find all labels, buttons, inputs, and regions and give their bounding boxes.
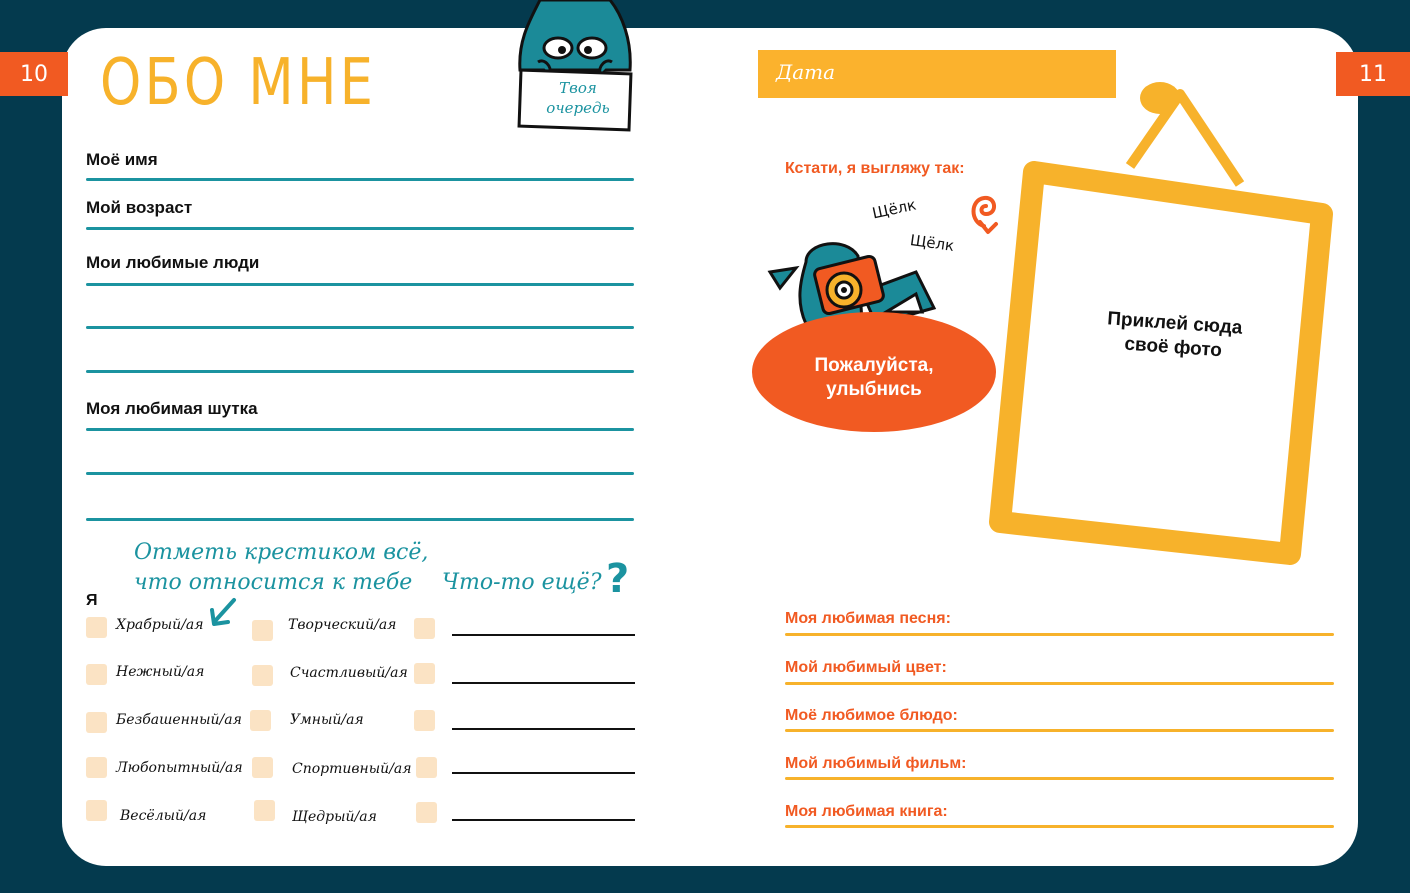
write-line[interactable] (86, 472, 634, 475)
frame-line-1: Приклей сюда (1106, 308, 1244, 339)
something-else-label: Что-то ещё? (442, 570, 602, 595)
trait-label: Весёлый/ая (120, 808, 207, 824)
down-arrow-icon (208, 598, 238, 628)
write-line[interactable] (86, 283, 634, 286)
field-label-favorite-joke: Моя любимая шутка (86, 399, 258, 418)
favorite-book-line[interactable] (785, 825, 1334, 828)
trait-label: Безбашенный/ая (116, 712, 242, 728)
custom-trait-line[interactable] (452, 682, 635, 684)
date-label: Дата (776, 60, 836, 84)
checkbox-gentle[interactable] (86, 664, 107, 685)
checkbox-smart[interactable] (250, 710, 271, 731)
checkbox-cheerful[interactable] (86, 800, 107, 821)
page-number-right: 11 (1336, 52, 1410, 96)
page-number-left: 10 (0, 52, 68, 96)
trait-label: Счастливый/ая (290, 665, 408, 681)
trait-label: Любопытный/ая (116, 760, 243, 776)
field-label-name: Моё имя (86, 150, 158, 169)
checkbox-custom[interactable] (416, 802, 437, 823)
checkbox-reckless[interactable] (86, 712, 107, 733)
trait-label: Творческий/ая (288, 617, 397, 633)
favorite-film-line[interactable] (785, 777, 1334, 780)
checkbox-custom[interactable] (414, 710, 435, 731)
field-label-favorite-people: Мои любимые люди (86, 253, 260, 272)
custom-trait-line[interactable] (452, 772, 635, 774)
favorite-book-label: Моя любимая книга: (785, 803, 948, 820)
write-line[interactable] (86, 428, 634, 431)
favorite-song-line[interactable] (785, 633, 1334, 636)
checkbox-generous[interactable] (254, 800, 275, 821)
checkbox-curious[interactable] (86, 757, 107, 778)
favorite-film-label: Мой любимый фильм: (785, 755, 967, 772)
write-line[interactable] (86, 370, 634, 373)
trait-label: Щедрый/ая (292, 809, 377, 825)
custom-trait-line[interactable] (452, 634, 635, 636)
checkbox-brave[interactable] (86, 617, 107, 638)
question-mark-icon: ? (606, 556, 630, 602)
checkbox-sporty[interactable] (252, 757, 273, 778)
checkbox-custom[interactable] (414, 663, 435, 684)
field-label-age: Мой возраст (86, 198, 193, 217)
favorite-dish-label: Моё любимое блюдо: (785, 707, 958, 724)
bubble-line-1: Пожалуйста, (814, 355, 934, 376)
trait-label: Храбрый/ая (116, 617, 204, 633)
custom-trait-line[interactable] (452, 819, 635, 821)
sign-line-2: очередь (546, 99, 610, 117)
click-text: Щёлк (870, 195, 918, 223)
instruction-line-2: что относится к тебе (134, 570, 413, 595)
trait-label: Умный/ая (290, 712, 364, 728)
page-title: ОБО МНЕ (100, 46, 377, 120)
custom-trait-line[interactable] (452, 728, 635, 730)
favorite-song-label: Моя любимая песня: (785, 610, 951, 627)
favorite-color-label: Мой любимый цвет: (785, 659, 947, 676)
look-label: Кстати, я выгляжу так: (785, 160, 965, 177)
bubble-line-2: улыбнись (826, 379, 922, 400)
write-line[interactable] (86, 178, 634, 181)
sign-text (536, 78, 620, 118)
favorite-dish-line[interactable] (785, 729, 1334, 732)
write-line[interactable] (86, 518, 634, 521)
checkbox-happy[interactable] (252, 665, 273, 686)
sign-line-1: Твоя (559, 79, 597, 97)
favorite-color-line[interactable] (785, 682, 1334, 685)
checkbox-creative[interactable] (252, 620, 273, 641)
frame-line-2: своё фото (1123, 333, 1223, 362)
write-line[interactable] (86, 227, 634, 230)
write-line[interactable] (86, 326, 634, 329)
checklist-instruction (134, 538, 428, 598)
trait-label: Спортивный/ая (292, 761, 412, 777)
click-text: Щёлк (908, 231, 956, 255)
checkbox-custom[interactable] (414, 618, 435, 639)
checkbox-custom[interactable] (416, 757, 437, 778)
trait-label: Нежный/ая (116, 664, 205, 680)
ya-label: Я (86, 592, 98, 609)
speech-bubble-text (752, 354, 996, 402)
instruction-line-1: Отметь крестиком всё, (134, 540, 429, 565)
